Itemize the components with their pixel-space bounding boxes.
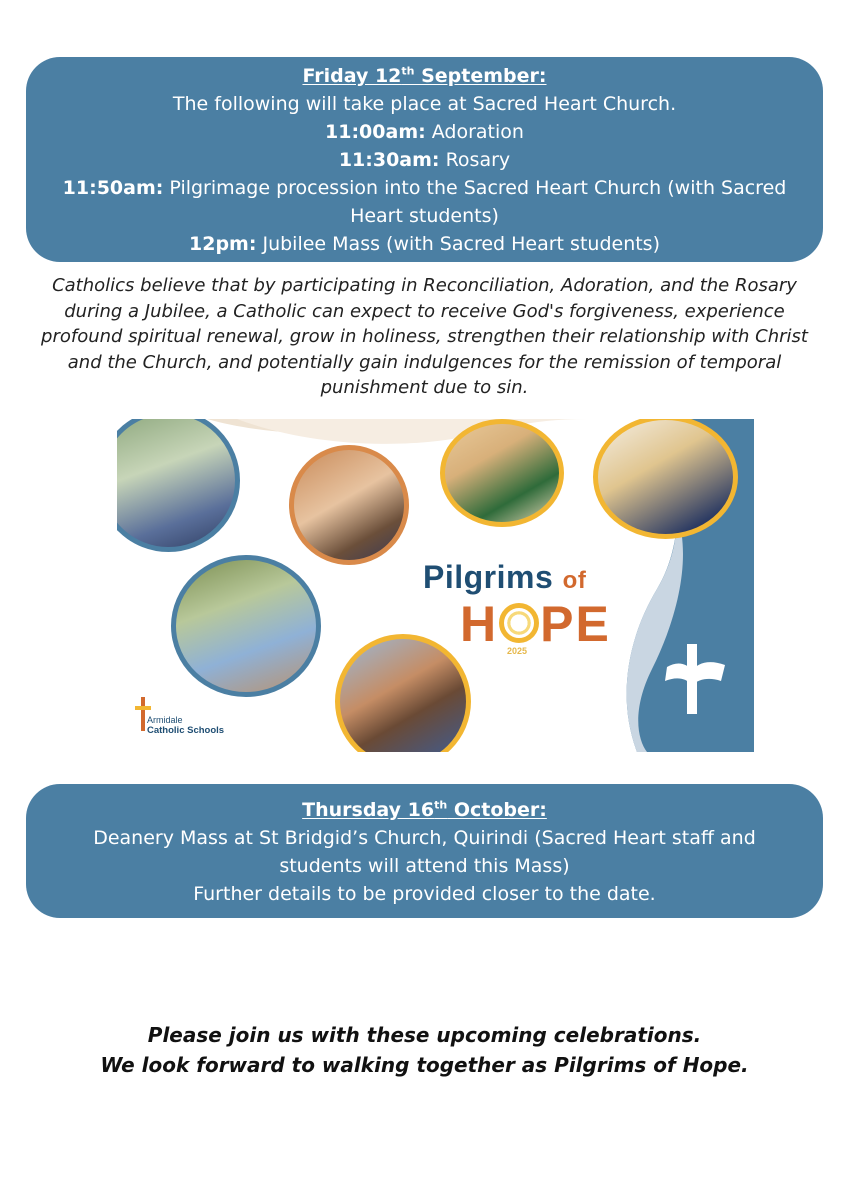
praying-child-photo bbox=[593, 419, 738, 539]
friday-schedule-panel bbox=[26, 57, 823, 262]
banner-year: 2025 bbox=[507, 646, 528, 656]
closing-line-2: We look forward to walking together as Pilgrims of Hope. bbox=[100, 1053, 749, 1077]
schedule-item-rosary: 11:30am: Rosary bbox=[338, 149, 511, 171]
schedule-item-mass: 12pm: Jubilee Mass (with Sacred Heart students) bbox=[189, 233, 660, 255]
pilgrims-of-hope-banner bbox=[117, 419, 754, 752]
friday-heading: Friday 12th September: bbox=[302, 64, 547, 87]
banner-title: Pilgrims of bbox=[423, 559, 587, 595]
further-details-text: Further details to be provided closer to the date. bbox=[193, 883, 656, 905]
deanery-mass-text: Deanery Mass at St Bridgid’s Church, Quirindi (Sacred Heart staff and students will attend this Mass) bbox=[93, 827, 756, 877]
closing-line-1: Please join us with these upcoming celebrations. bbox=[147, 1023, 702, 1047]
thursday-heading: Thursday 16th October: bbox=[302, 798, 547, 821]
closing-message bbox=[0, 1020, 849, 1080]
friday-intro: The following will take place at Sacred Heart Church. bbox=[172, 93, 677, 115]
jubilee-paragraph: Catholics believe that by participating in Reconciliation, Adoration, and the Rosary during a Jubilee, a Catholic can expect to receive God's forgiveness, experience profound spiritual renewal, grow in holiness, strengthen their relationship with Christ and the Church, and potentially gain indulgences for the remission of temporal punishment due to sin. bbox=[41, 275, 808, 398]
students-walking-photo bbox=[171, 555, 321, 697]
hope-o-sun-icon bbox=[499, 603, 539, 643]
guitar-teacher-photo bbox=[289, 445, 409, 565]
schedule-item-procession: 11:50am: Pilgrimage procession into the Sacred Heart Church (with Sacred Heart students) bbox=[62, 177, 787, 227]
banner-hope-wordmark: H PE bbox=[460, 596, 611, 652]
schedule-item-adoration: 11:00am: Adoration bbox=[325, 121, 524, 143]
thursday-schedule-panel bbox=[26, 784, 823, 918]
children-with-dog-photo bbox=[440, 419, 564, 527]
armidale-logo-text: Armidale Catholic Schools bbox=[147, 715, 225, 736]
